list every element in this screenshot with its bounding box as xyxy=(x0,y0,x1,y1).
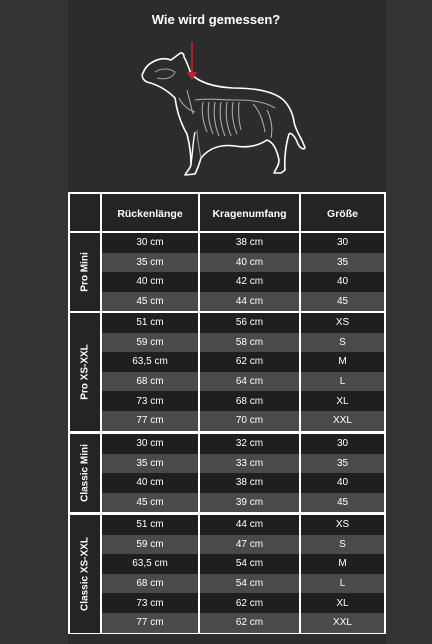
header-back-length: Rückenlänge xyxy=(102,194,200,231)
table-cell: XS xyxy=(335,317,350,329)
table-cell: 73 cm xyxy=(102,391,200,411)
table-cell: 42 cm xyxy=(200,272,301,292)
header-collar: Kragenumfang xyxy=(200,194,301,231)
table-cell: 38 cm xyxy=(200,233,301,253)
table-cell: 62 cm xyxy=(200,593,301,613)
table-cell: 54 cm xyxy=(200,574,301,594)
table-cell: 59 cm xyxy=(102,333,200,353)
size-table xyxy=(68,192,386,634)
table-group xyxy=(70,313,384,431)
table-cell: 45 cm xyxy=(102,292,200,312)
table-cell: 51 cm xyxy=(102,515,200,535)
table-row xyxy=(102,473,384,493)
red-arrow-icon xyxy=(187,42,197,80)
table-row xyxy=(102,554,384,574)
table-cell: M xyxy=(338,356,347,368)
table-cell: 62 cm xyxy=(200,613,301,633)
table-cell: 40 xyxy=(336,276,349,288)
table-cell: 30 cm xyxy=(102,233,200,253)
table-cell: XS xyxy=(335,519,350,531)
table-row xyxy=(102,333,384,353)
table-group xyxy=(70,515,384,633)
group-label-text: Classic XS-XXL xyxy=(79,536,91,611)
group-label xyxy=(70,313,102,431)
table-cell: XL xyxy=(336,395,349,407)
table-cell: 35 cm xyxy=(102,454,200,474)
table-cell: 64 cm xyxy=(200,372,301,392)
table-cell: 77 cm xyxy=(102,613,200,633)
table-cell: 30 xyxy=(336,438,349,450)
group-label-text: Pro XS-XXL xyxy=(79,344,91,400)
table-cell: 40 cm xyxy=(200,253,301,273)
table-row xyxy=(102,454,384,474)
table-cell: 62 cm xyxy=(200,352,301,372)
table-cell: 68 cm xyxy=(102,574,200,594)
header-size: Größe xyxy=(327,208,358,220)
table-cell: XXL xyxy=(333,617,352,629)
table-cell: 58 cm xyxy=(200,333,301,353)
page-title: Wie wird gemessen? xyxy=(151,12,281,27)
table-row xyxy=(102,313,384,333)
table-cell: 68 cm xyxy=(200,391,301,411)
table-cell: 30 xyxy=(336,237,349,249)
table-cell: 40 cm xyxy=(102,272,200,292)
table-cell: L xyxy=(339,578,346,590)
table-row xyxy=(102,434,384,454)
table-header xyxy=(70,194,384,231)
group-label xyxy=(70,515,102,633)
table-cell: M xyxy=(338,558,347,570)
table-cell: 32 cm xyxy=(200,434,301,454)
table-cell: 44 cm xyxy=(200,515,301,535)
table-cell: 73 cm xyxy=(102,593,200,613)
table-cell: 33 cm xyxy=(200,454,301,474)
table-cell: S xyxy=(339,336,346,348)
table-group xyxy=(70,233,384,311)
table-cell: 35 xyxy=(336,457,349,469)
table-cell: XXL xyxy=(333,415,352,427)
table-row xyxy=(102,593,384,613)
table-cell: 38 cm xyxy=(200,473,301,493)
table-cell: 30 cm xyxy=(102,434,200,454)
table-row xyxy=(102,233,384,253)
table-cell: 45 cm xyxy=(102,493,200,513)
table-cell: 35 xyxy=(336,256,349,268)
table-row xyxy=(102,391,384,411)
table-cell: 40 cm xyxy=(102,473,200,493)
table-row xyxy=(102,574,384,594)
table-cell: 70 cm xyxy=(200,411,301,431)
table-cell: 77 cm xyxy=(102,411,200,431)
table-cell: 54 cm xyxy=(200,554,301,574)
table-row xyxy=(102,253,384,273)
table-cell: 39 cm xyxy=(200,493,301,513)
table-row xyxy=(102,613,384,633)
table-cell: S xyxy=(339,538,346,550)
table-row xyxy=(102,372,384,392)
group-label-text: Classic Mini xyxy=(79,444,91,503)
table-cell: 45 xyxy=(336,296,349,308)
table-cell: L xyxy=(339,376,346,388)
table-row xyxy=(102,272,384,292)
group-label xyxy=(70,434,102,512)
table-cell: 35 cm xyxy=(102,253,200,273)
table-row xyxy=(102,535,384,555)
group-label-text: Pro Mini xyxy=(79,252,91,292)
table-row xyxy=(102,515,384,535)
table-cell: 44 cm xyxy=(200,292,301,312)
table-cell: 51 cm xyxy=(102,313,200,333)
table-cell: 63,5 cm xyxy=(102,554,200,574)
table-cell: 47 cm xyxy=(200,535,301,555)
table-row xyxy=(102,493,384,513)
table-cell: 45 xyxy=(336,497,349,509)
table-cell: 40 xyxy=(336,477,349,489)
group-label xyxy=(70,233,102,311)
table-row xyxy=(102,292,384,312)
table-cell: 56 cm xyxy=(200,313,301,333)
table-cell: 68 cm xyxy=(102,372,200,392)
table-row xyxy=(102,352,384,372)
table-cell: 59 cm xyxy=(102,535,200,555)
dog-skeleton-illustration xyxy=(133,40,308,185)
table-row xyxy=(102,411,384,431)
table-group xyxy=(70,434,384,512)
table-cell: 63,5 cm xyxy=(102,352,200,372)
table-cell: XL xyxy=(336,597,349,609)
